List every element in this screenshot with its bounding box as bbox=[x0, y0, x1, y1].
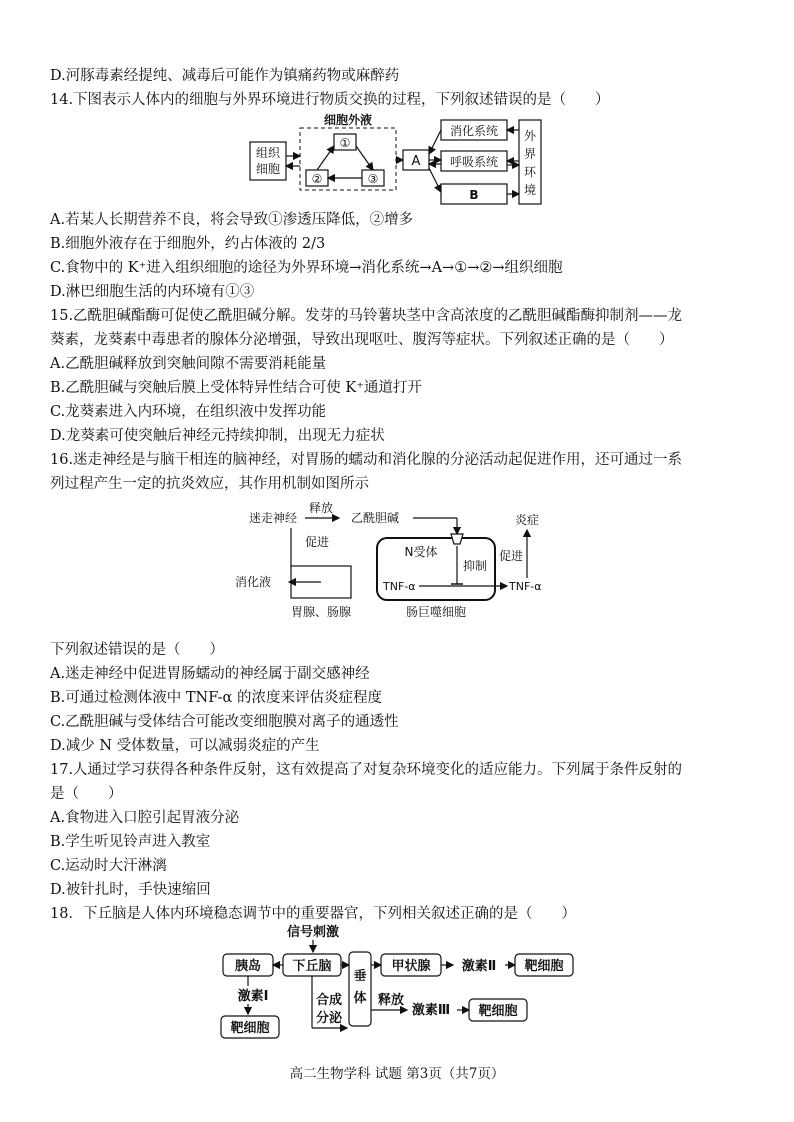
question-14: 14.下图表示人体内的细胞与外界环境进行物质交换的过程，下列叙述错误的是（ ） bbox=[50, 92, 610, 108]
signal-label: 信号刺激 bbox=[286, 925, 340, 940]
figure-14-diagram bbox=[245, 112, 555, 208]
tnf-label: TNF-α bbox=[509, 580, 542, 593]
hypothalamus-label: 下丘脑 bbox=[292, 959, 332, 974]
option-text: D.龙葵素可使突触后神经元持续抑制，出现无力症状 bbox=[50, 428, 385, 444]
option-text: A.乙酰胆碱释放到突触间隙不需要消耗能量 bbox=[50, 356, 327, 372]
figure-18-diagram bbox=[215, 924, 585, 1042]
respiratory-system-label: 呼吸系统 bbox=[449, 155, 499, 169]
option-text: B.细胞外液存在于细胞外，约占体液的 2/3 bbox=[50, 236, 326, 252]
option-text: B.学生听见铃声进入教室 bbox=[50, 834, 211, 850]
pituitary-box bbox=[349, 952, 371, 1026]
target-cell-label: 靶细胞 bbox=[478, 1004, 518, 1019]
question-15: 葵素，龙葵素中毒患者的腺体分泌增强，导致出现呕吐、腹泻等症状。下列叙述正确的是（ ） bbox=[50, 332, 674, 348]
hormone-2-label: 激素Ⅱ bbox=[461, 959, 497, 974]
option-text: D.河豚毒素经提纯、减毒后可能作为镇痛药物或麻醉药 bbox=[50, 68, 400, 84]
target-cell-label: 靶细胞 bbox=[524, 959, 564, 974]
outside-env-label: 环 bbox=[523, 165, 537, 179]
target-cell-label: 靶细胞 bbox=[230, 1021, 270, 1036]
question-16: 列过程产生一定的抗炎效应，其作用机制如图所示 bbox=[50, 476, 369, 492]
box-3-label: ③ bbox=[367, 172, 379, 186]
option-text: C.运动时大汗淋漓 bbox=[50, 858, 167, 874]
option-text: C.乙酰胆碱与受体结合可能改变细胞膜对离子的通透性 bbox=[50, 714, 399, 730]
tissue-cell-label: 组织 bbox=[255, 146, 281, 160]
question-16: 16.迷走神经是与脑干相连的脑神经，对胃肠的蠕动和消化腺的分泌活动起促进作用，还可通过一系 bbox=[50, 452, 683, 468]
figure-16-diagram bbox=[225, 498, 565, 626]
promote-label: 促进 bbox=[305, 535, 330, 549]
digest-fluid-label: 消化液 bbox=[235, 575, 272, 589]
hormone-3-label: 激素Ⅲ bbox=[411, 1003, 451, 1018]
option-text: B.乙酰胆碱与突触后膜上受体特异性结合可使 K⁺通道打开 bbox=[50, 380, 422, 396]
option-text: D.被针扎时，手快速缩回 bbox=[50, 882, 211, 898]
n-receptor-label: N受体 bbox=[404, 545, 438, 559]
option-text: B.可通过检测体液中 TNF-α 的浓度来评估炎症程度 bbox=[50, 690, 382, 706]
box-1-label: ① bbox=[339, 136, 351, 150]
option-text: C.龙葵素进入内环境，在组织液中发挥功能 bbox=[50, 404, 327, 420]
option-text: A.迷走神经中促进胃肠蠕动的神经属于副交感神经 bbox=[50, 666, 370, 682]
option-text: C.食物中的 K⁺进入组织细胞的途径为外界环境→消化系统→A→①→②→组织细胞 bbox=[50, 260, 563, 276]
inhibit-label: 抑制 bbox=[463, 559, 488, 573]
thyroid-label: 甲状腺 bbox=[391, 959, 431, 974]
release-label: 释放 bbox=[377, 993, 405, 1008]
box-2-label: ② bbox=[311, 172, 323, 186]
tissue-cell-label: 细胞 bbox=[255, 162, 281, 176]
question-17: 17.人通过学习获得各种条件反射，这有效提高了对复杂环境变化的适应能力。下列属于条件反射的 bbox=[50, 762, 683, 778]
question-16-stem: 下列叙述错误的是（ ） bbox=[50, 642, 224, 658]
synth-label: 合成 bbox=[315, 993, 343, 1008]
outside-env-label: 外 bbox=[523, 129, 537, 143]
promote-label: 促进 bbox=[499, 549, 524, 563]
option-text: D.淋巴细胞生活的内环境有①③ bbox=[50, 284, 255, 300]
tnf-label: TNF-α bbox=[383, 580, 416, 593]
vagus-label: 迷走神经 bbox=[248, 511, 298, 525]
box-A-label: A bbox=[411, 154, 421, 169]
ecf-label: 细胞外液 bbox=[323, 113, 373, 127]
release-label: 释放 bbox=[308, 501, 334, 515]
question-17: 是（ ） bbox=[50, 786, 123, 802]
option-text: D.减少 N 受体数量，可以减弱炎症的产生 bbox=[50, 738, 320, 754]
ach-label: 乙酰胆碱 bbox=[350, 511, 400, 525]
question-15: 15.乙酰胆碱酯酶可促使乙酰胆碱分解。发芽的马铃薯块茎中含高浓度的乙酰胆碱酯酶抑制剂——龙 bbox=[50, 308, 683, 324]
outside-env-label: 境 bbox=[523, 183, 537, 197]
digestive-system-label: 消化系统 bbox=[449, 124, 499, 138]
synth-label: 分泌 bbox=[315, 1011, 343, 1026]
macrophage-label: 肠巨噬细胞 bbox=[405, 605, 467, 619]
islet-label: 胰岛 bbox=[234, 959, 262, 974]
outside-env-label: 界 bbox=[523, 147, 537, 161]
question-18: 18．下丘脑是人体内环境稳态调节中的重要器官，下列相关叙述正确的是（ ） bbox=[50, 906, 576, 922]
gland-label: 胃腺、肠腺 bbox=[290, 605, 352, 619]
option-text: A.若某人长期营养不良，将会导致①渗透压降低，②增多 bbox=[50, 212, 414, 228]
hormone-1-label: 激素Ⅰ bbox=[237, 989, 269, 1004]
pituitary-label: 垂 bbox=[353, 969, 367, 984]
page-footer: 高二生物学科 试题 第3页（共7页） bbox=[289, 1066, 505, 1082]
option-text: A.食物进入口腔引起胃液分泌 bbox=[50, 810, 240, 826]
pituitary-label: 体 bbox=[353, 991, 367, 1006]
box-B-label: B bbox=[469, 188, 479, 202]
inflammation-label: 炎症 bbox=[514, 513, 540, 527]
